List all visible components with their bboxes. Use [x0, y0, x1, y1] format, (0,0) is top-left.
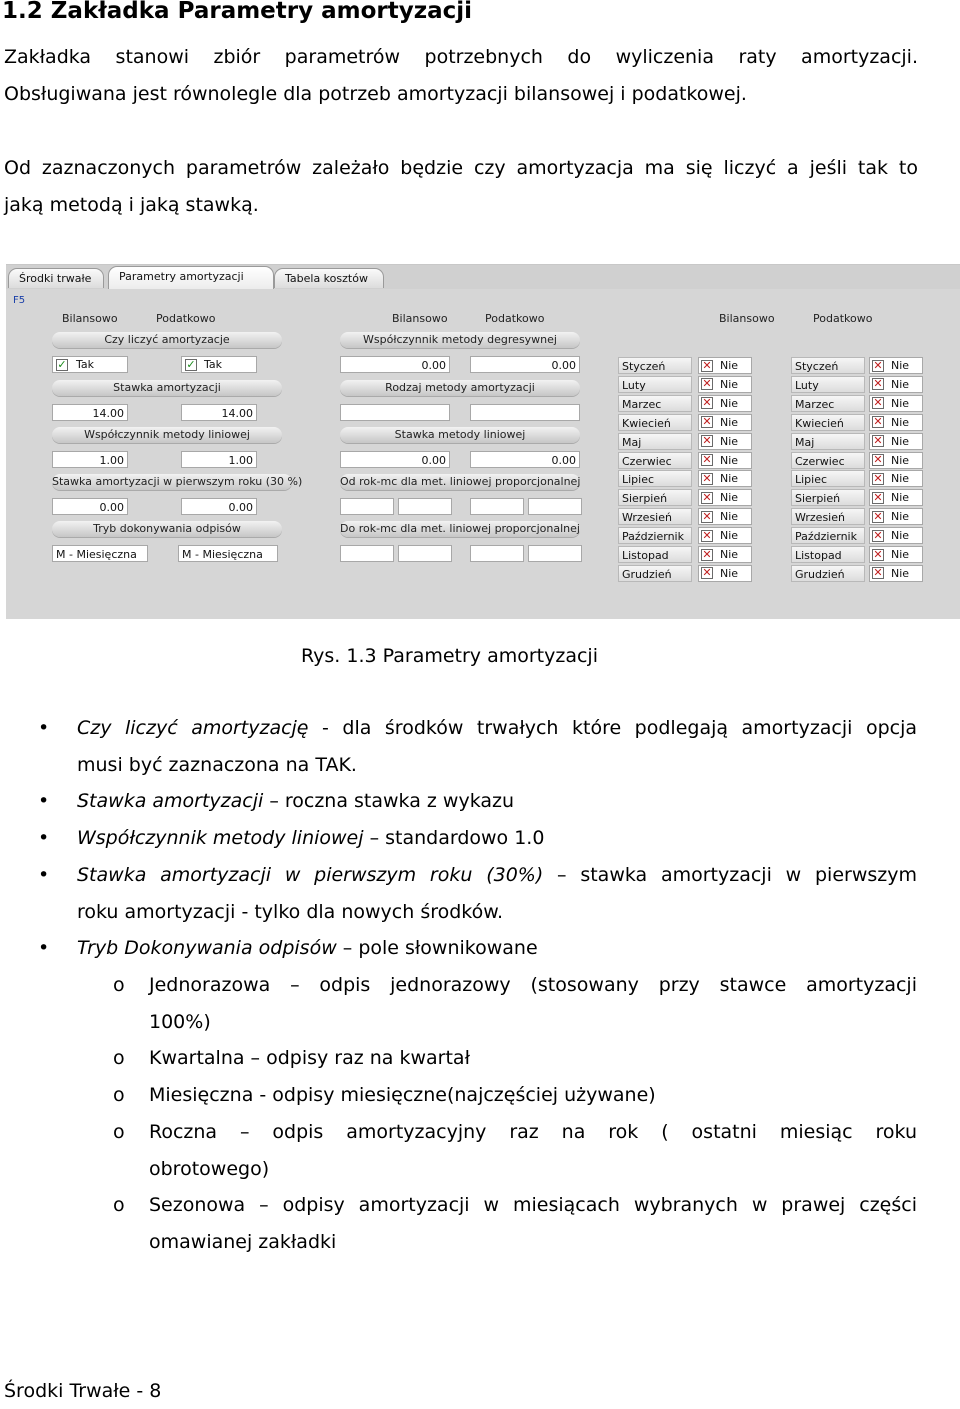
- subitem-marker: o: [113, 1121, 125, 1143]
- column-header-bilansowo: Bilansowo: [392, 312, 448, 325]
- checkbox-tak-podatkowo[interactable]: ✓: [186, 358, 196, 371]
- intro-paragraph-line: Zakładka stanowi zbiór parametrów potrzebnych do wyliczenia raty amortyzacji.: [4, 46, 918, 68]
- tryb-bilansowo-select[interactable]: M - Miesięczna: [52, 545, 148, 562]
- month-label-bilansowo: Czerwiec: [618, 452, 692, 469]
- section-heading: 1.2 Zakładka Parametry amortyzacji: [2, 0, 473, 24]
- month-checkbox-bilansowo[interactable]: ✕: [702, 547, 712, 561]
- month-checkbox-podatkowo[interactable]: ✕: [873, 377, 883, 391]
- month-label-bilansowo: Lipiec: [618, 470, 692, 487]
- subitem-line: Kwartalna – odpisy raz na kwartał: [149, 1047, 470, 1069]
- month-value-text: Nie: [891, 510, 910, 524]
- rodzaj-podatkowo-select[interactable]: [470, 404, 580, 421]
- month-checkbox-bilansowo[interactable]: ✕: [702, 566, 712, 580]
- month-checkbox-podatkowo[interactable]: ✕: [873, 396, 883, 410]
- column-header-podatkowo: Podatkowo: [813, 312, 873, 325]
- stawka-pierwszy-bilansowo-input[interactable]: 0.00: [52, 498, 128, 515]
- bullet-line: [77, 783, 917, 819]
- bullet-text: – standardowo 1.0: [363, 827, 545, 849]
- month-label-podatkowo: Wrzesień: [791, 508, 865, 525]
- degresywna-bilansowo-input[interactable]: 0.00: [340, 356, 450, 373]
- wspolczynnik-podatkowo-input[interactable]: 1.00: [181, 451, 257, 468]
- month-label-podatkowo: Lipiec: [791, 470, 865, 487]
- month-checkbox-podatkowo[interactable]: ✕: [873, 415, 883, 429]
- month-checkbox-bilansowo[interactable]: ✕: [702, 434, 712, 448]
- bullet-marker: •: [38, 864, 50, 886]
- bullet-text: - dla środków trwałych które podlegają amortyzacji opcja: [308, 717, 918, 739]
- month-label-podatkowo: Maj: [791, 433, 865, 450]
- month-label-bilansowo: Maj: [618, 433, 692, 450]
- month-value-text: Nie: [720, 377, 739, 391]
- month-checkbox-podatkowo[interactable]: ✕: [873, 434, 883, 448]
- bullet-term: Współczynnik metody liniowej: [77, 827, 364, 849]
- month-value-text: Nie: [891, 529, 910, 543]
- page-footer: Środki Trwałe - 8: [4, 1380, 162, 1402]
- do-rok-bilansowo-input[interactable]: [340, 545, 394, 562]
- bullet-line: [77, 857, 917, 893]
- month-checkbox-podatkowo[interactable]: ✕: [873, 358, 883, 372]
- month-value-text: Nie: [720, 566, 739, 580]
- bullet-line: [77, 710, 917, 746]
- bullet-text: – pole słownikowane: [336, 937, 538, 959]
- column-header-bilansowo: Bilansowo: [719, 312, 775, 325]
- group-czy-liczyc: Czy liczyć amortyzacje: [52, 332, 282, 348]
- column-header-podatkowo: Podatkowo: [156, 312, 216, 325]
- month-value-text: Nie: [891, 415, 910, 429]
- tab-tabela-kosztow[interactable]: Tabela kosztów: [274, 268, 384, 288]
- tab-bar: [6, 265, 960, 289]
- month-value-text: Nie: [891, 491, 910, 505]
- month-value-text: Nie: [891, 359, 910, 372]
- subitem-line: Roczna – odpis amortyzacyjny raz na rok ( ostatni miesiąc roku: [149, 1121, 917, 1143]
- tab-srodki-trwale[interactable]: Środki trwałe: [8, 268, 104, 288]
- group-rodzaj-metody: Rodzaj metody amortyzacji: [340, 380, 580, 396]
- degresywna-podatkowo-input[interactable]: 0.00: [470, 356, 580, 373]
- month-checkbox-podatkowo[interactable]: ✕: [873, 528, 883, 542]
- month-label-bilansowo: Kwiecień: [618, 414, 692, 431]
- month-checkbox-bilansowo[interactable]: ✕: [702, 490, 712, 504]
- bullet-line: musi być zaznaczona na TAK.: [77, 754, 357, 776]
- month-label-bilansowo: Luty: [618, 376, 692, 393]
- stawka-liniowej-bilansowo-input[interactable]: 0.00: [340, 451, 450, 468]
- month-value-text: Nie: [891, 396, 910, 410]
- month-checkbox-bilansowo[interactable]: ✕: [702, 453, 712, 466]
- column-header-podatkowo: Podatkowo: [485, 312, 545, 325]
- od-rok-bilansowo-input[interactable]: [340, 498, 394, 515]
- month-label-bilansowo: Marzec: [618, 395, 692, 412]
- month-value-text: Nie: [720, 434, 739, 448]
- checkbox-label: Tak: [76, 358, 95, 371]
- checkbox-tak-bilansowo[interactable]: ✓: [57, 358, 67, 371]
- rodzaj-bilansowo-select[interactable]: [340, 404, 450, 421]
- stawka-pierwszy-podatkowo-input[interactable]: 0.00: [181, 498, 257, 515]
- month-label-bilansowo: Grudzień: [618, 565, 692, 582]
- subitem-marker: o: [113, 974, 125, 996]
- month-value-text: Nie: [720, 453, 739, 467]
- group-stawka-amortyzacji: Stawka amortyzacji: [52, 380, 282, 396]
- month-label-podatkowo: Listopad: [791, 546, 865, 563]
- hotkey-label: F5: [13, 295, 26, 306]
- month-checkbox-bilansowo[interactable]: ✕: [702, 509, 712, 523]
- month-value-text: Nie: [720, 396, 739, 410]
- group-stawka-liniowej: Stawka metody liniowej: [340, 427, 580, 443]
- month-label-podatkowo: Marzec: [791, 395, 865, 412]
- month-checkbox-podatkowo[interactable]: ✕: [873, 566, 883, 580]
- checkbox-label: Tak: [204, 358, 223, 371]
- month-value-text: Nie: [720, 548, 739, 561]
- month-value-text: Nie: [891, 472, 910, 486]
- bullet-text: – roczna stawka z wykazu: [263, 790, 515, 812]
- bullet-term: Stawka amortyzacji w pierwszym roku (30%): [77, 864, 544, 886]
- intro-paragraph-line: jaką metodą i jaką stawką.: [4, 194, 259, 216]
- wspolczynnik-bilansowo-input[interactable]: 1.00: [52, 451, 128, 468]
- month-checkbox-bilansowo[interactable]: ✕: [702, 471, 712, 485]
- stawka-liniowej-podatkowo-input[interactable]: 0.00: [470, 451, 580, 468]
- month-checkbox-podatkowo[interactable]: ✕: [873, 471, 883, 485]
- stawka-podatkowo-input[interactable]: 14.00: [181, 404, 257, 421]
- od-mc-podatkowo-input[interactable]: [528, 498, 582, 515]
- month-label-podatkowo: Październik: [791, 527, 865, 544]
- bullet-term: Tryb Dokonywania odpisów: [77, 937, 337, 959]
- month-label-podatkowo: Kwiecień: [791, 414, 865, 431]
- month-checkbox-podatkowo[interactable]: ✕: [873, 509, 883, 523]
- subitem-marker: o: [113, 1047, 125, 1069]
- group-od-rok-mc: Od rok-mc dla met. liniowej proporcjonalnej: [340, 475, 581, 488]
- tab-parametry-amortyzacji[interactable]: Parametry amortyzacji: [108, 266, 274, 289]
- month-label-podatkowo: Sierpień: [791, 489, 865, 506]
- month-label-bilansowo: Listopad: [618, 546, 692, 563]
- month-checkbox-bilansowo[interactable]: ✕: [702, 377, 712, 391]
- month-value-text: Nie: [720, 359, 739, 372]
- month-checkbox-podatkowo[interactable]: ✕: [873, 453, 883, 466]
- tryb-podatkowo-select[interactable]: M - Miesięczna: [178, 545, 278, 562]
- group-stawka-pierwszy-rok: Stawka amortyzacji w pierwszym roku (30 %): [52, 475, 303, 488]
- month-value-text: Nie: [891, 548, 910, 561]
- subitem-marker: o: [113, 1194, 125, 1216]
- month-checkbox-podatkowo[interactable]: ✕: [873, 547, 883, 561]
- intro-paragraph-line: Obsługiwana jest równolegle dla potrzeb amortyzacji bilansowej i podatkowej.: [4, 83, 747, 105]
- group-do-rok-mc: Do rok-mc dla met. liniowej proporcjonalnej: [340, 522, 580, 535]
- do-mc-podatkowo-input[interactable]: [528, 545, 582, 562]
- subitem-marker: o: [113, 1084, 125, 1106]
- od-rok-podatkowo-input[interactable]: [470, 498, 524, 515]
- do-rok-podatkowo-input[interactable]: [470, 545, 524, 562]
- subitem-line: obrotowego): [149, 1158, 270, 1180]
- subitem-line: Miesięczna - odpisy miesięczne(najczęściej używane): [149, 1084, 656, 1106]
- month-value-text: Nie: [720, 491, 739, 505]
- bullet-term: Czy liczyć amortyzację: [77, 717, 309, 739]
- month-label-podatkowo: Grudzień: [791, 565, 865, 582]
- month-label-bilansowo: Styczeń: [618, 357, 692, 374]
- subitem-line: 100%): [149, 1011, 211, 1033]
- month-value-text: Nie: [891, 453, 910, 467]
- month-label-bilansowo: Sierpień: [618, 489, 692, 506]
- month-label-bilansowo: Październik: [618, 527, 692, 544]
- month-checkbox-podatkowo[interactable]: ✕: [873, 490, 883, 504]
- month-value-text: Nie: [891, 434, 910, 448]
- bullet-term: Stawka amortyzacji: [77, 790, 264, 812]
- month-checkbox-bilansowo[interactable]: ✕: [702, 358, 712, 372]
- month-label-bilansowo: Wrzesień: [618, 508, 692, 525]
- bullet-line: [77, 820, 917, 856]
- bullet-marker: •: [38, 717, 50, 739]
- bullet-line: roku amortyzacji - tylko dla nowych środków.: [77, 901, 504, 923]
- app-screenshot: [6, 264, 960, 619]
- bullet-marker: •: [38, 937, 50, 959]
- column-header-bilansowo: Bilansowo: [62, 312, 118, 325]
- bullet-text: – stawka amortyzacji w pierwszym: [543, 864, 917, 886]
- group-wspolczynnik-degresywnej: Współczynnik metody degresywnej: [340, 332, 580, 348]
- stawka-bilansowo-input[interactable]: 14.00: [52, 404, 128, 421]
- subitem-line: Jednorazowa – odpis jednorazowy (stosowany przy stawce amortyzacji: [149, 974, 917, 996]
- group-wspolczynnik-liniowej: Współczynnik metody liniowej: [52, 427, 282, 443]
- bullet-marker: •: [38, 827, 50, 849]
- od-mc-bilansowo-input[interactable]: [398, 498, 452, 515]
- bullet-marker: •: [38, 790, 50, 812]
- subitem-line: omawianej zakładki: [149, 1231, 337, 1253]
- month-label-podatkowo: Czerwiec: [791, 452, 865, 469]
- month-value-text: Nie: [891, 566, 910, 580]
- subitem-line: Sezonowa – odpisy amortyzacji w miesiącach wybranych w prawej części: [149, 1194, 917, 1216]
- month-checkbox-bilansowo[interactable]: ✕: [702, 396, 712, 410]
- month-value-text: Nie: [720, 415, 739, 429]
- figure-caption: Rys. 1.3 Parametry amortyzacji: [301, 645, 598, 667]
- bullet-line: [77, 930, 917, 966]
- month-value-text: Nie: [891, 377, 910, 391]
- intro-paragraph-line: Od zaznaczonych parametrów zależało będzie czy amortyzacja ma się liczyć a jeśli tak to: [4, 157, 918, 179]
- month-value-text: Nie: [720, 472, 739, 486]
- group-tryb-odpisow: Tryb dokonywania odpisów: [52, 521, 282, 537]
- month-value-text: Nie: [720, 510, 739, 524]
- month-value-text: Nie: [720, 529, 739, 543]
- month-label-podatkowo: Styczeń: [791, 357, 865, 374]
- month-label-podatkowo: Luty: [791, 376, 865, 393]
- month-checkbox-bilansowo[interactable]: ✕: [702, 528, 712, 542]
- month-checkbox-bilansowo[interactable]: ✕: [702, 415, 712, 429]
- do-mc-bilansowo-input[interactable]: [398, 545, 452, 562]
